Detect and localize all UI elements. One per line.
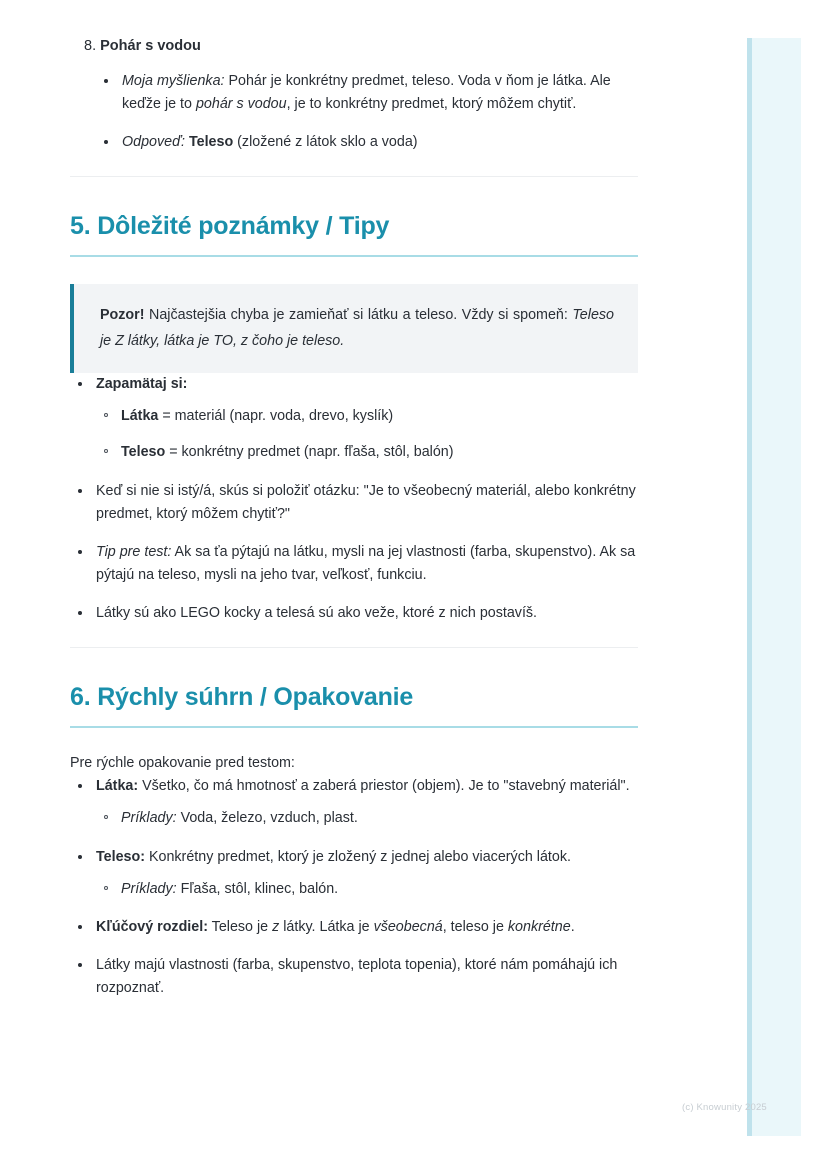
bullet-text-a: Pohár je konkrétny predmet, teleso. Voda v ňom je látka. Ale keďže je to <box>122 72 611 112</box>
bullet-emphasis: pohár s vodou <box>195 95 287 112</box>
warning-callout <box>70 284 638 373</box>
section-5-heading-rule <box>70 255 638 257</box>
list-item <box>96 878 638 901</box>
list-item <box>70 541 638 587</box>
list-item <box>70 954 638 1000</box>
list-item <box>70 846 638 901</box>
list-item <box>96 405 638 428</box>
section-6-heading: 6. Rýchly súhrn / Opakovanie <box>70 683 414 712</box>
answer-value: Teleso <box>184 134 234 151</box>
list-item <box>70 916 638 939</box>
summary-term-teleso: Teleso: <box>96 848 145 865</box>
list-item <box>96 131 638 154</box>
examples-label: Príklady: <box>121 880 177 897</box>
list-item <box>96 70 638 116</box>
section-6-lead: Pre rýchle opakovanie pred testom: <box>70 755 295 772</box>
section-6-bullet-list <box>70 775 638 1000</box>
list-item <box>96 441 638 464</box>
latka-examples: Voda, železo, vzduch, plast. <box>176 810 358 827</box>
term-latka-definition: = materiál (napr. voda, drevo, kyslík) <box>158 408 394 425</box>
answer-note: (zložené z látok sklo a voda) <box>233 134 418 151</box>
self-check-question: Keď si nie si istý/á, skús si položiť otázku: "Je to všeobecný materiál, alebo konkrétny predmet, ktorý môžem chytiť?" <box>96 482 636 522</box>
key-difference-label: Kľúčový rozdiel: <box>96 918 208 935</box>
list-item <box>70 602 638 625</box>
key-difference-text-d: . <box>570 918 575 935</box>
term-teleso-definition: = konkrétny predmet (napr. fľaša, stôl, balón) <box>165 444 454 461</box>
key-difference-em-a: z <box>272 918 280 935</box>
list-item <box>70 480 638 526</box>
teleso-examples-list <box>96 878 638 901</box>
lego-analogy: Látky sú ako LEGO kocky a telesá sú ako veže, ktoré z nich postavíš. <box>96 605 538 622</box>
section-6-heading-rule <box>70 726 638 728</box>
callout-lead: Pozor! <box>100 307 145 324</box>
callout-mnemonic: Teleso je Z látky, látka je TO, z čoho je teleso. <box>100 307 614 349</box>
properties-text: Látky majú vlastnosti (farba, skupenstvo, teplota topenia), ktoré nám pomáhajú ich rozpoznať. <box>96 957 618 997</box>
bullet-label-answer: Odpoveď: <box>122 134 185 151</box>
key-difference-text-c: , teleso je <box>442 918 508 935</box>
section-5-heading: 5. Dôležité poznámky / Tipy <box>70 212 390 241</box>
remember-sub-list <box>96 405 638 464</box>
list-item <box>70 373 638 464</box>
key-difference-em-c: konkrétne <box>507 918 571 935</box>
term-teleso: Teleso <box>121 444 166 461</box>
page-side-panel <box>747 38 801 1136</box>
callout-text: Najčastejšia chyba je zamieňať si látku a teleso. Vždy si spomeň: <box>144 307 573 324</box>
numbered-item-title: Pohár s vodou <box>100 38 201 54</box>
tip-text: Ak sa ťa pýtajú na látku, mysli na jej vlastnosti (farba, skupenstvo). Ak sa pýtajú na teleso, mysli na jeho tvar, veľkosť, funkciu. <box>96 543 636 584</box>
key-difference-text-b: látky. Látka je <box>279 918 374 935</box>
remember-label: Zapamätaj si: <box>96 376 188 393</box>
latka-examples-list <box>96 807 638 830</box>
section-divider <box>70 176 638 177</box>
summary-teleso-text: Konkrétny predmet, ktorý je zložený z jednej alebo viacerých látok. <box>145 848 571 865</box>
bullet-text-b: , je to konkrétny predmet, ktorý môžem chytiť. <box>286 95 577 112</box>
examples-label: Príklady: <box>121 810 177 827</box>
callout-paragraph <box>100 303 614 354</box>
teleso-examples: Fľaša, stôl, klinec, balón. <box>176 880 339 897</box>
tip-label: Tip pre test: <box>96 543 172 560</box>
section-5-bullet-list <box>70 373 638 625</box>
copyright-watermark: (c) Knowunity 2025 <box>682 1102 767 1113</box>
vertical-scrollbar-rail[interactable] <box>747 38 752 1136</box>
document-content <box>70 36 638 1015</box>
term-latka: Látka <box>121 408 159 425</box>
numbered-item-bullet-list <box>96 70 638 154</box>
key-difference-text-a: Teleso je <box>207 918 273 935</box>
list-item <box>96 807 638 830</box>
bullet-label-my-idea: Moja myšlienka: <box>122 72 225 89</box>
numbered-item-heading <box>84 36 638 58</box>
numbered-item-number: 8. <box>84 38 97 54</box>
section-divider <box>70 647 638 648</box>
summary-term-latka: Látka: <box>96 778 139 795</box>
list-item <box>70 775 638 830</box>
key-difference-em-b: všeobecná <box>373 918 443 935</box>
summary-latka-text: Všetko, čo má hmotnosť a zaberá priestor (objem). Je to "stavebný materiál". <box>138 778 630 795</box>
